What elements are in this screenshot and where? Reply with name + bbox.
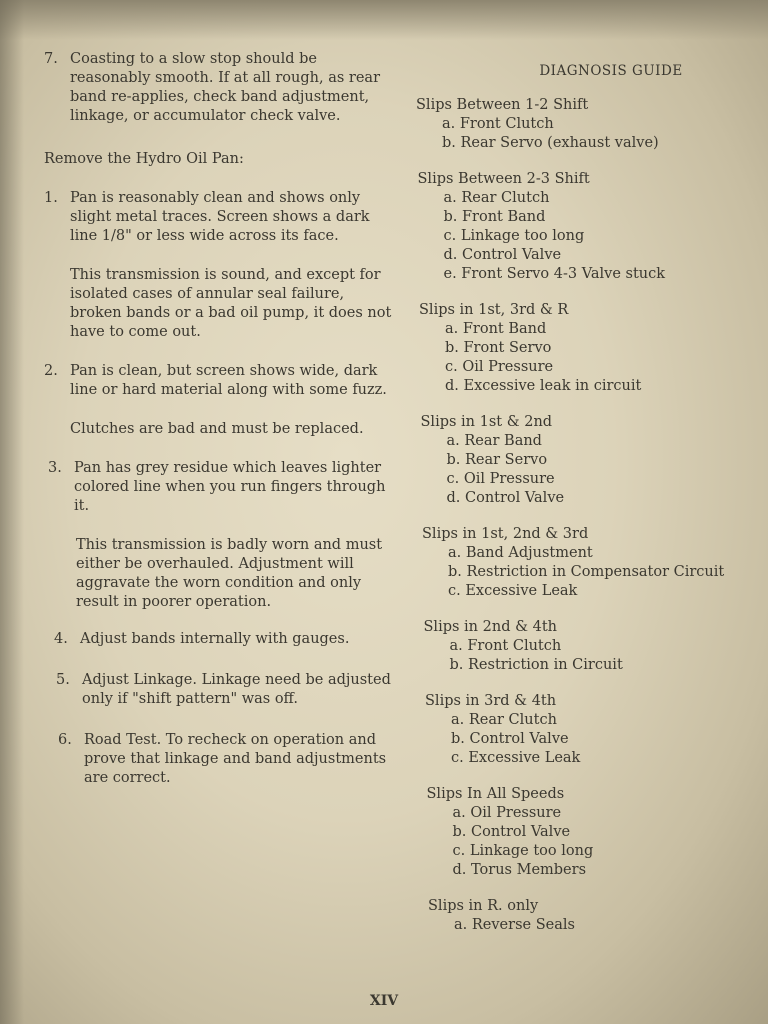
diagnosis-cause: c. Oil Pressure [445,359,554,375]
step-4: 4. Adjust bands internally with gauges. [54,631,350,647]
step-1: 1. Pan is reasonably clean and shows only slight metal traces. Screen shows a dark line 1/8" or less wide across its face. [44,190,370,244]
diagnosis-group-title: Slips in R. only [428,898,539,914]
diagnosis-cause: c. Excessive Leak [448,583,578,599]
diagnosis-cause: a. Front Clutch [449,638,562,654]
diagnosis-cause: d. Control Valve [446,490,565,506]
diagnosis-groups [416,96,746,935]
diagnosis-cause: c. Oil Pressure [446,471,555,487]
diagnosis-cause: c. Linkage too long [443,228,585,244]
step-2: 2. Pan is clean, but screen shows wide, dark line or hard material along with some fuzz. [44,363,387,398]
page-shadow-top [0,0,768,40]
diagnosis-group-title: Slips in 2nd & 4th [423,619,557,635]
remove-pan-heading: Remove the Hydro Oil Pan: [44,151,244,167]
diagnosis-cause: d. Excessive leak in circuit [445,378,642,394]
diagnosis-group [416,301,746,396]
diagnosis-group [416,96,746,153]
diagnosis-cause: b. Rear Servo (exhaust valve) [442,135,659,151]
diagnosis-cause: a. Rear Clutch [443,190,550,206]
diagnosis-group-title: Slips Between 1-2 Shift [416,97,589,113]
diagnosis-cause: b. Restriction in Compensator Circuit [448,564,725,580]
diagnosis-cause: a. Rear Band [446,433,542,449]
diagnosis-cause: c. Linkage too long [452,843,594,859]
diagnosis-group-title: Slips Between 2-3 Shift [417,171,590,187]
step-3-note: This transmission is badly worn and must either be overhauled. Adjustment will aggravate the worn condition and only result in poorer operation. [76,537,383,610]
diagnosis-cause: b. Rear Servo [446,452,548,468]
diagnosis-group-title: Slips in 1st & 2nd [420,414,553,430]
diagnosis-group-title: Slips in 1st, 3rd & R [419,302,569,318]
diagnosis-group [416,785,746,880]
diagnosis-cause: a. Front Band [445,321,547,337]
diagnosis-group-title: Slips in 1st, 2nd & 3rd [422,526,589,542]
diagnosis-cause: b. Control Valve [451,731,569,747]
diagnosis-group [416,897,746,935]
diagnosis-guide-title: DIAGNOSIS GUIDE [539,63,683,79]
diagnosis-group [416,525,746,601]
step-2-note: Clutches are bad and must be replaced. [70,421,364,437]
left-column [44,50,392,788]
diagnosis-guide [416,62,746,952]
step-1-note: This transmission is sound, and except for isolated cases of annular seal failure, broken bands or a bad oil pump, it does not have to come out. [70,267,392,340]
diagnosis-cause: b. Front Band [443,209,546,225]
diagnosis-cause: d. Control Valve [443,247,562,263]
diagnosis-cause: c. Excessive Leak [451,750,581,766]
diagnosis-group [416,692,746,768]
diagnosis-group-title: Slips In All Speeds [426,786,565,802]
diagnosis-group [416,413,746,508]
diagnosis-cause: a. Oil Pressure [452,805,562,821]
diagnosis-cause: b. Control Valve [452,824,571,840]
diagnosis-cause: a. Band Adjustment [448,545,593,561]
step-7: 7. Coasting to a slow stop should be reasonably smooth. If at all rough, as rear band re-applies, check band adjustment, linkage, or accumulator check valve. [44,51,381,124]
diagnosis-group [416,170,746,284]
step-6: 6. Road Test. To recheck on operation and prove that linkage and band adjustments are correct. [58,732,387,786]
step-3: 3. Pan has grey residue which leaves lighter colored line when you run fingers through it. [48,460,386,514]
page-number: XIV [369,993,399,1009]
diagnosis-group-title: Slips in 3rd & 4th [425,693,557,709]
diagnosis-cause: a. Front Clutch [442,116,554,132]
step-5: 5. Adjust Linkage. Linkage need be adjusted only if "shift pattern" was off. [56,672,391,707]
diagnosis-cause: a. Rear Clutch [451,712,557,728]
diagnosis-cause: b. Front Servo [445,340,552,356]
diagnosis-group [416,618,746,675]
page-shadow-left [0,0,24,1024]
diagnosis-cause: d. Torus Members [452,862,587,878]
diagnosis-cause: e. Front Servo 4-3 Valve stuck [443,266,666,282]
diagnosis-cause: b. Restriction in Circuit [449,657,623,673]
diagnosis-cause: a. Reverse Seals [454,917,575,933]
